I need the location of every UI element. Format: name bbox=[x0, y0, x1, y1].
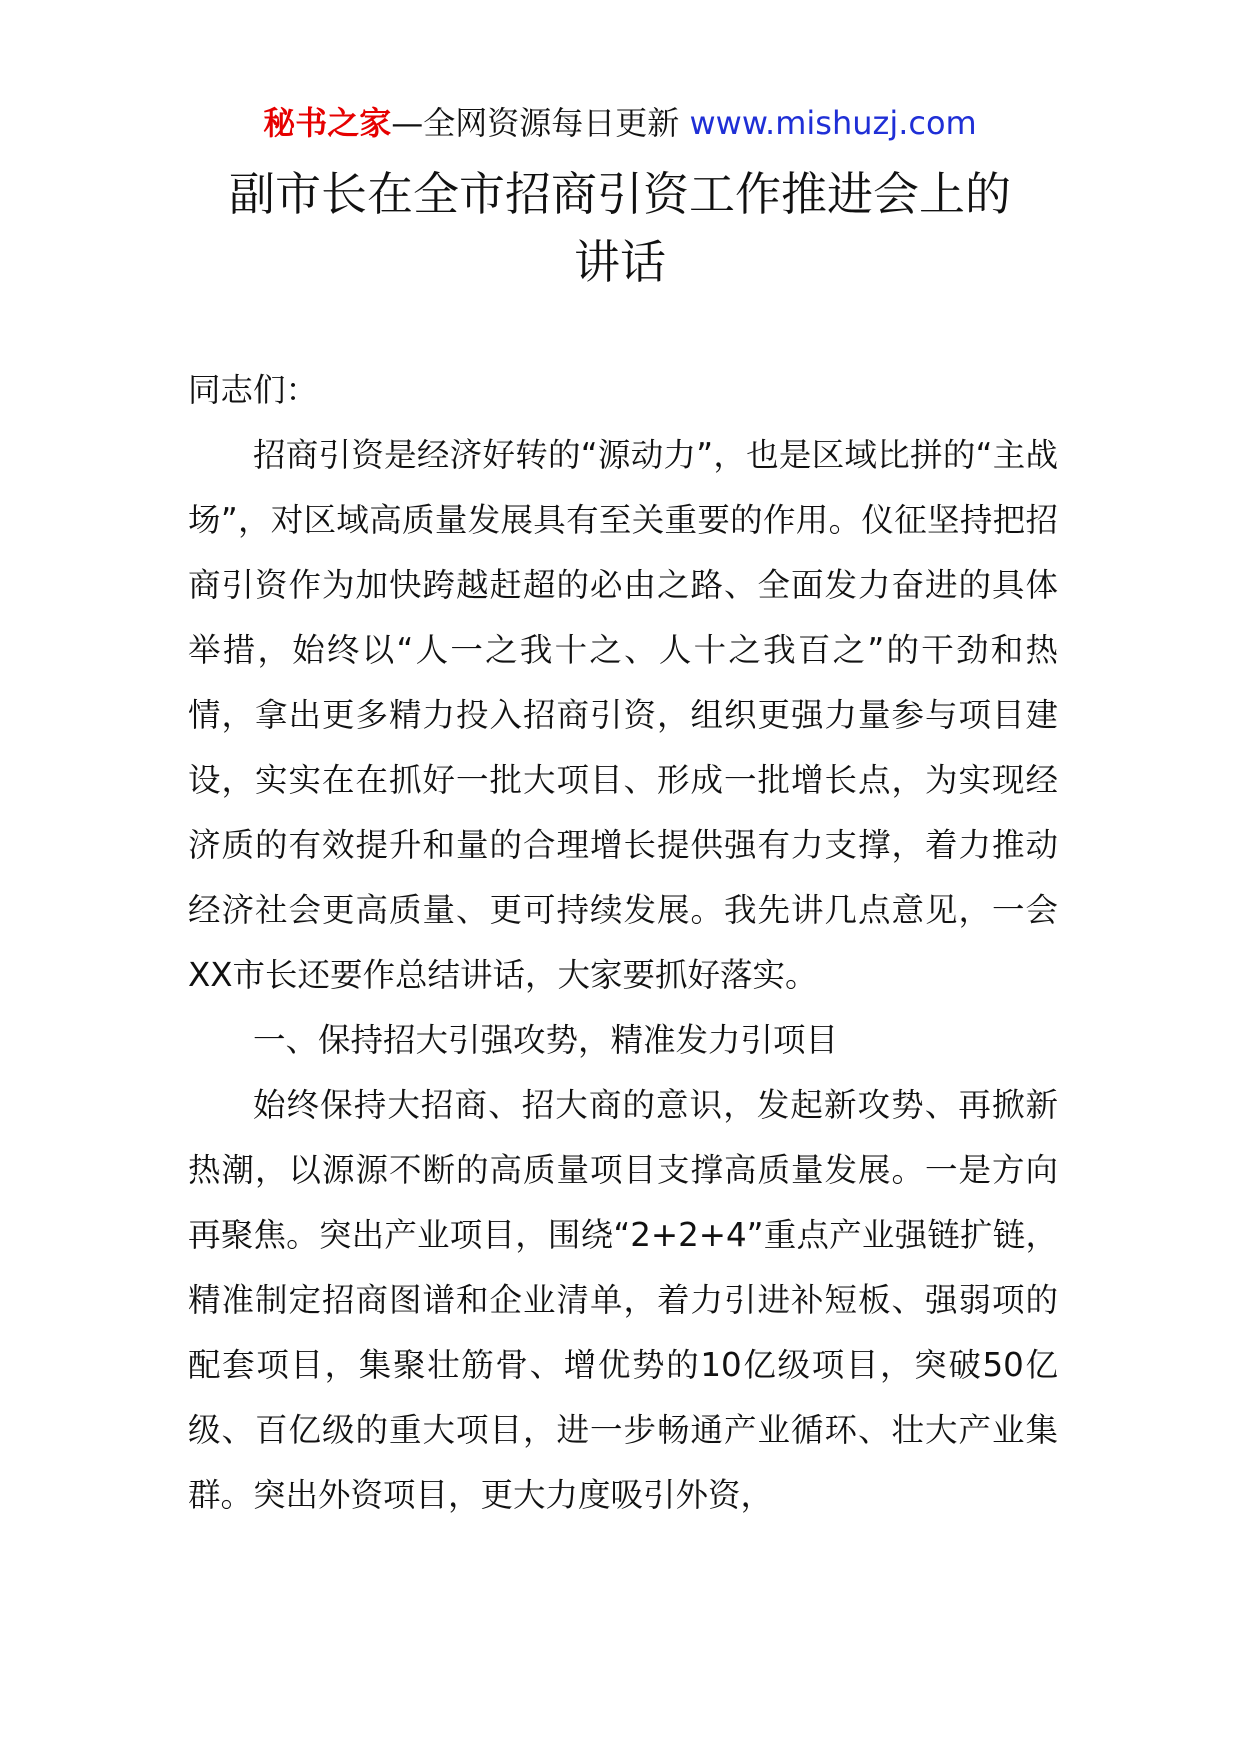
brand-name: 秘书之家 bbox=[263, 104, 392, 142]
document-body bbox=[188, 358, 1058, 1528]
paragraph-intro: 招商引资是经济好转的“源动力”，也是区域比拼的“主战场”，对区域高质量发展具有至关重要的作用。仪征坚持把招商引资作为加快跨越赶超的必由之路、全面发力奋进的具体举措，始终以“人一之我十之、人十之我百之”的干劲和热情，拿出更多精力投入招商引资，组织更强力量参与项目建设，实实在在抓好一批大项目、形成一批增长点，为实现经济质的有效提升和量的合理增长提供强有力支撑，着力推动经济社会更高质量、更可持续发展。我先讲几点意见，一会XX市长还要作总结讲话，大家要抓好落实。 bbox=[188, 436, 1058, 994]
section-heading-1: 一、保持招大引强攻势，精准发力引项目 bbox=[253, 1021, 839, 1059]
title-line-1: 副市长在全市招商引资工作推进会上的 bbox=[229, 167, 1011, 221]
document-title bbox=[150, 160, 1090, 296]
title-line-2: 讲话 bbox=[574, 235, 666, 289]
paragraph-section-1: 始终保持大招商、招大商的意识，发起新攻势、再掀新热潮，以源源不断的高质量项目支撑高质量发展。一是方向再聚焦。突出产业项目，围绕“2+2+4”重点产业强链扩链，精准制定招商图谱和企业清单，着力引进补短板、强弱项的配套项目，集聚壮筋骨、增优势的10亿级项目，突破50亿级、百亿级的重大项目，进一步畅通产业循环、壮大产业集群。突出外资项目，更大力度吸引外资， bbox=[188, 1086, 1058, 1514]
site-header bbox=[0, 98, 1240, 148]
site-url-link[interactable]: www.mishuzj.com bbox=[689, 104, 977, 142]
header-tagline: —全网资源每日更新 bbox=[391, 104, 680, 142]
salutation: 同志们： bbox=[188, 371, 319, 409]
